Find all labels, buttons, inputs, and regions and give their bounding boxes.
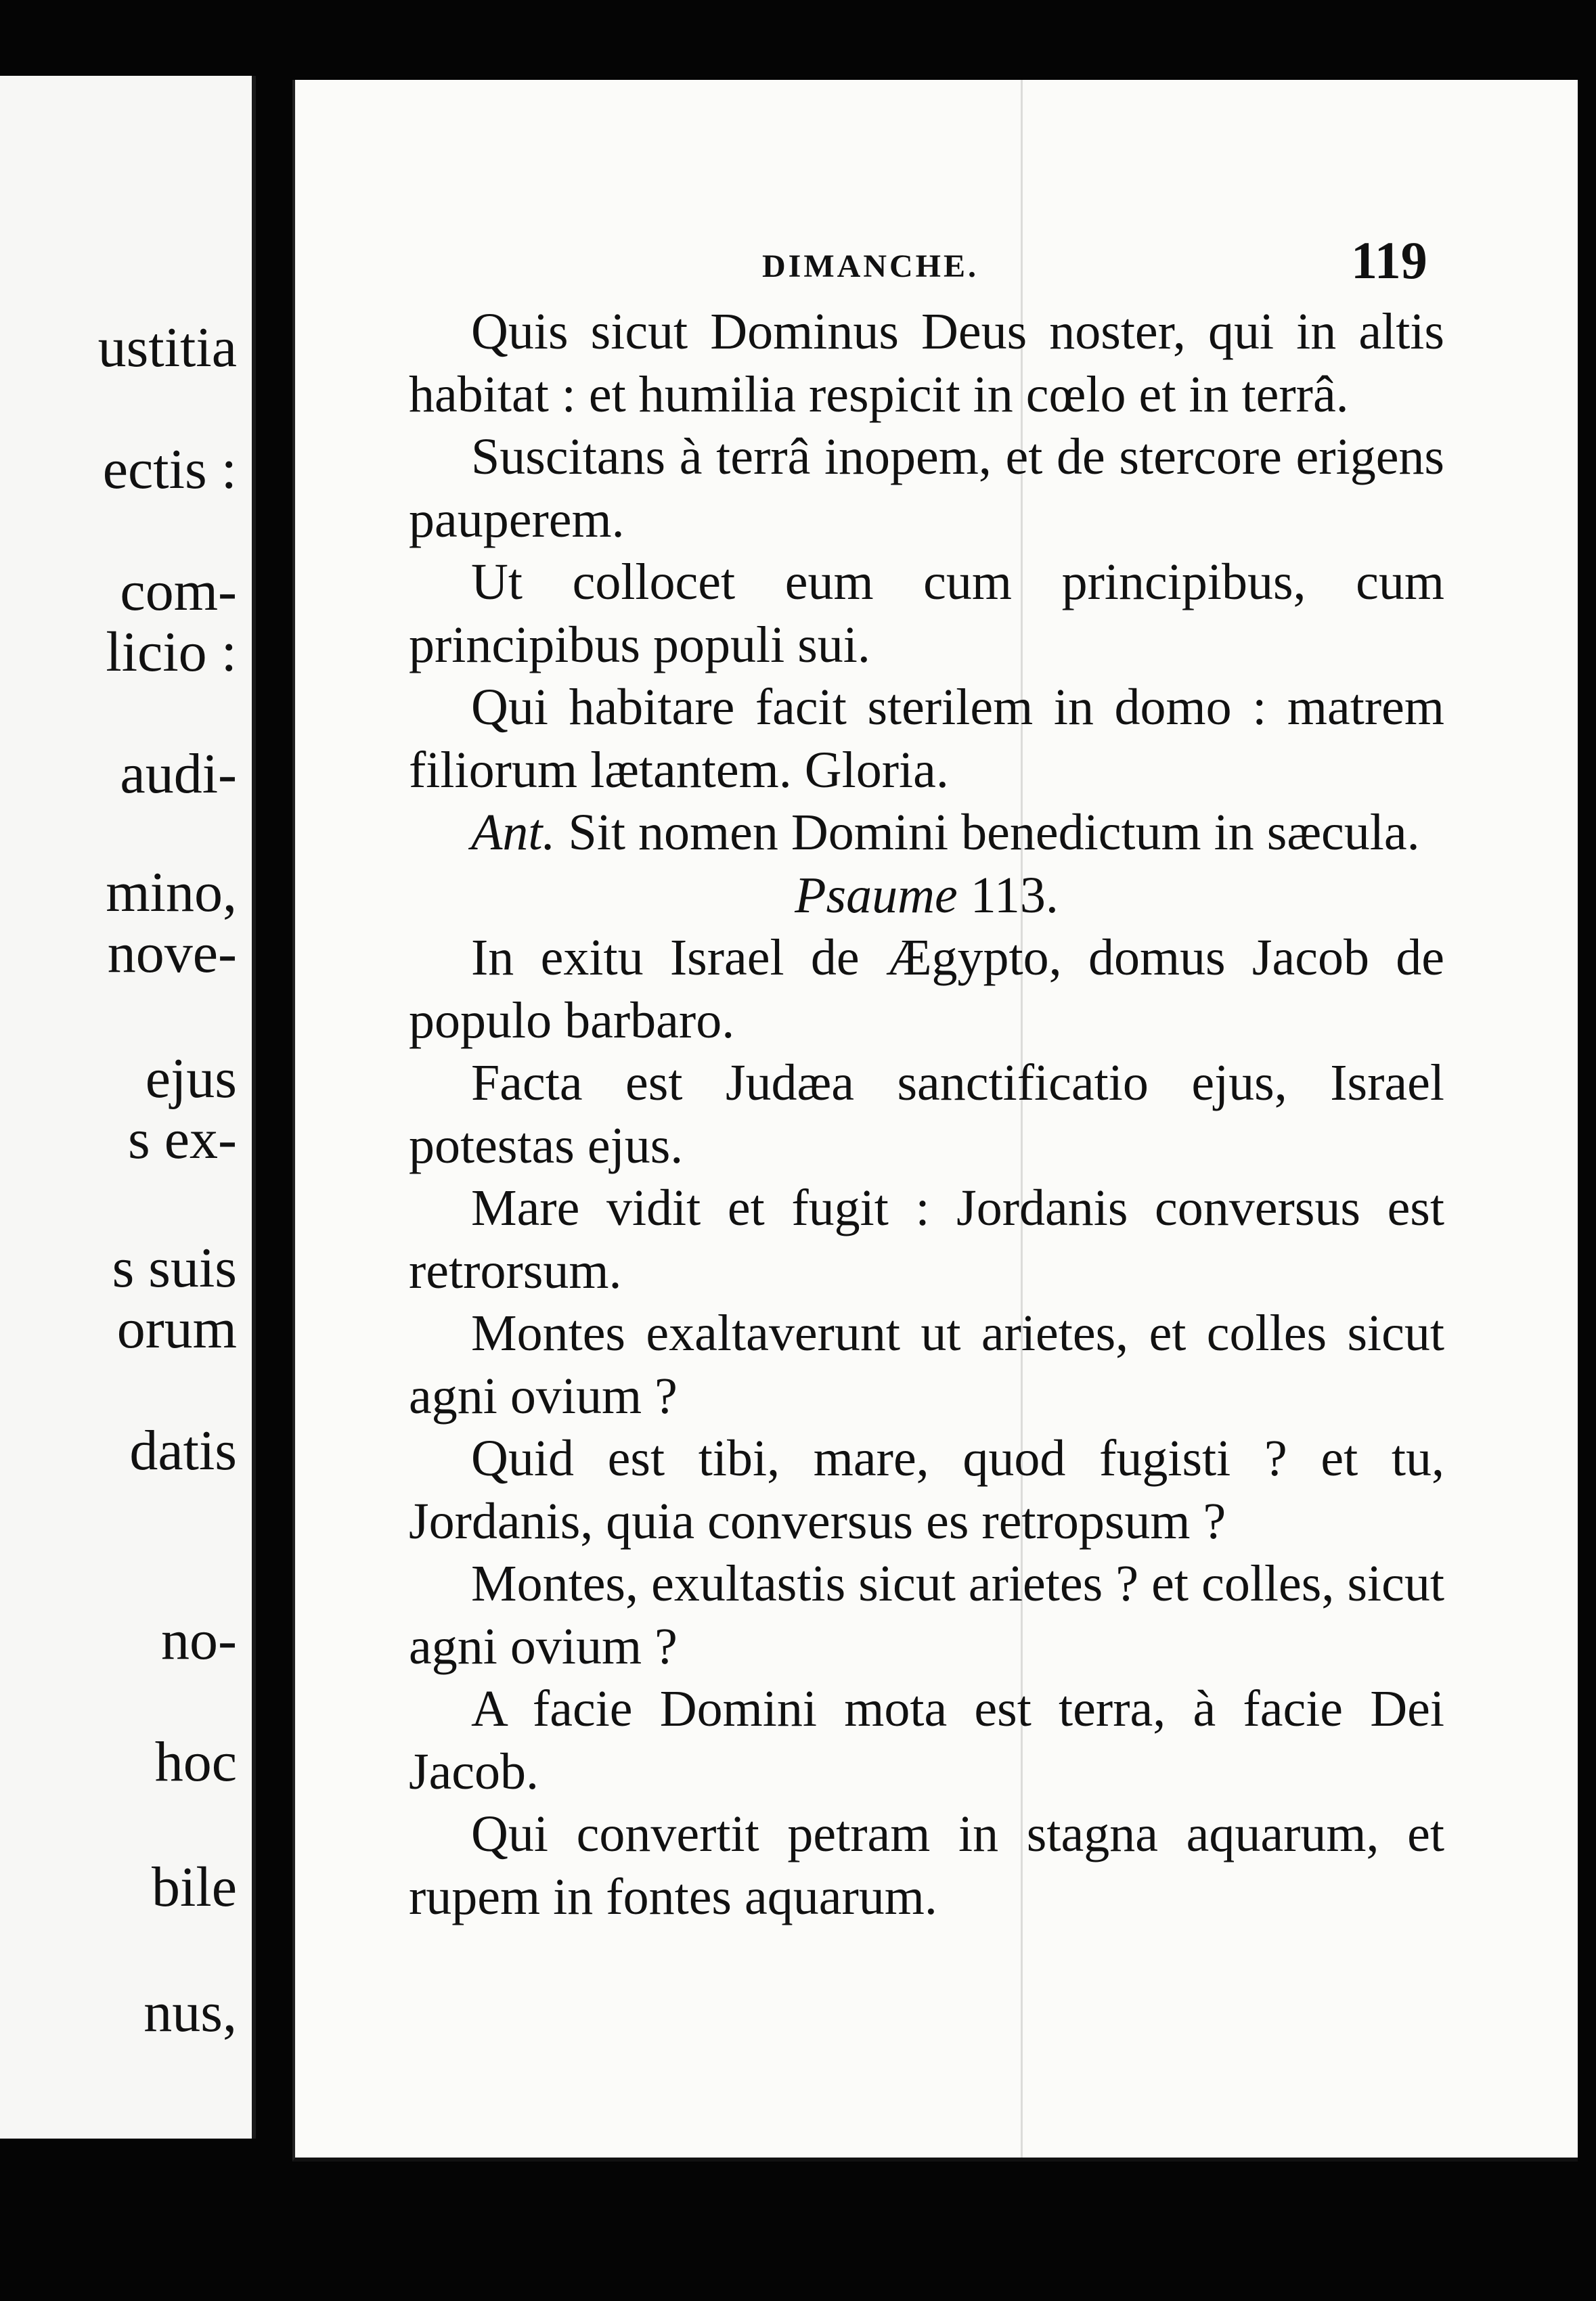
psalm-verse: Mare vidit et fugit : Jordanis conversus est retrorsum. [409,1180,1444,1299]
facing-page-fragment [0,76,256,2139]
page-number: 119 [1351,231,1427,290]
main-page [292,80,1578,2162]
psalm-verse: In exitu Israel de Ægypto, domus Jacob de populo barbaro. [409,929,1444,1049]
left-page-line: nus, [143,1981,237,2044]
left-page-line: mino, [106,861,237,924]
left-page-line: licio : [106,621,237,684]
psalm-verse: Qui convertit petram in stagna aquarum, et rupem in fontes aquarum. [409,1806,1444,1925]
left-page-line: orum [116,1297,237,1360]
verse-paragraph: Ut collocet eum cum principibus, cum principibus populi sui. [409,554,1444,673]
left-page-line: ectis : [102,438,237,501]
left-page-line: nove- [107,922,237,985]
left-page-line: bile [152,1856,237,1919]
antiphon [409,801,1444,864]
left-page-line: s ex- [128,1108,237,1171]
psalm-verse: Montes exaltaverunt ut arietes, et colles sicut agni ovium ? [409,1305,1444,1425]
psalm-verse: Facta est Judæa sanctificatio ejus, Israel potestas ejus. [409,1054,1444,1174]
left-page-line: s suis [112,1236,237,1299]
antiphon-label: Ant. [471,804,556,861]
psalm-verse: Quid est tibi, mare, quod fugisti ? et tu, Jordanis, quia conversus es retropsum ? [409,1430,1444,1550]
left-page-line: ejus [145,1047,237,1110]
psalm-number: 113. [970,866,1059,924]
psalm-heading [409,864,1444,927]
antiphon-text: Sit nomen Domini benedictum in sæcula. [568,804,1420,861]
psalm-verse: Montes, exultastis sicut arietes ? et colles, sicut agni ovium ? [409,1555,1444,1675]
running-title: DIMANCHE. [762,248,979,284]
left-page-line: audi- [120,742,237,805]
psalm-verse: A facie Domini mota est terra, à facie Dei Jacob. [409,1680,1444,1800]
left-page-line: datis [129,1419,237,1482]
verse-paragraph: Qui habitare facit sterilem in domo : matrem filiorum lætantem. Gloria. [409,679,1444,799]
psalm-label: Psaume [795,866,958,924]
page-body [409,300,1444,1928]
verse-paragraph: Suscitans à terrâ inopem, et de stercore erigens pauperem. [409,428,1444,548]
verse-paragraph: Quis sicut Dominus Deus noster, qui in altis habitat : et humilia respicit in cœlo et in terrâ. [409,303,1444,423]
left-page-line: hoc [154,1730,237,1793]
left-page-line: ustitia [97,316,237,379]
left-page-line: no- [161,1609,237,1672]
page-header [295,230,1578,291]
left-page-line: com- [120,560,237,623]
